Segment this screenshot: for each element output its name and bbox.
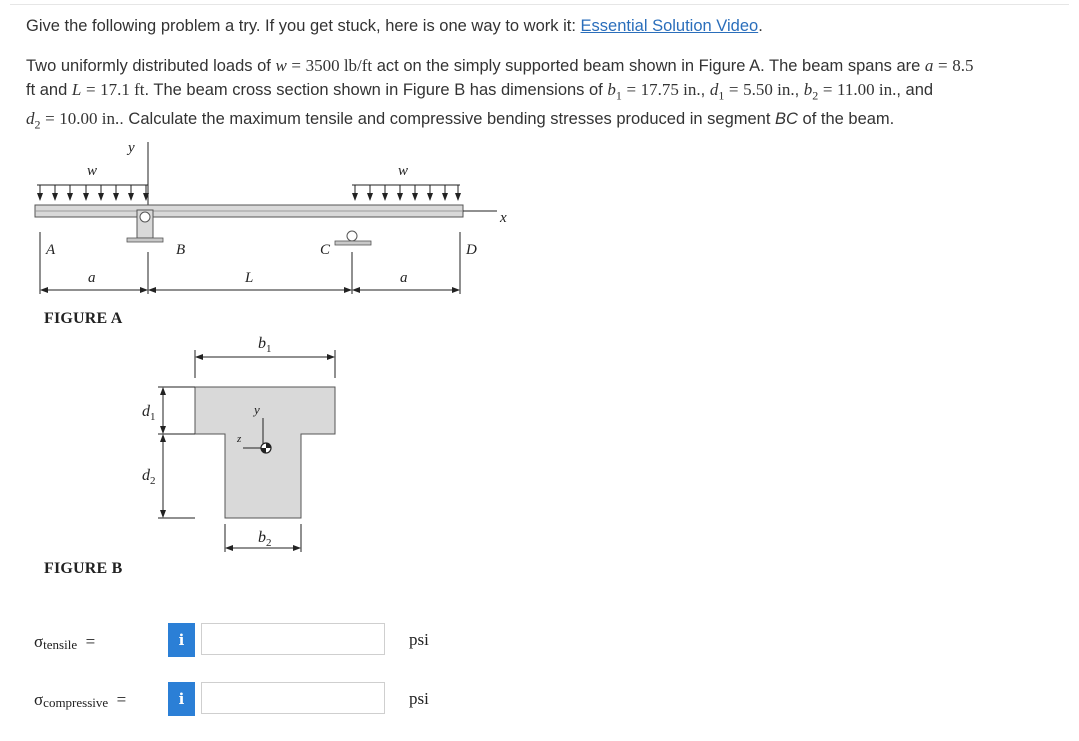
- equals-sign: =: [938, 56, 948, 75]
- span-a-left-label: a: [88, 270, 96, 286]
- value-b2: 11.00 in.: [837, 80, 897, 99]
- dim-b2-label: $b_2$: [258, 529, 272, 549]
- value-d1: 5.50 in.: [743, 80, 795, 99]
- comma: ,: [794, 81, 800, 99]
- dim-b1-label: $b_1$: [258, 335, 272, 355]
- section-z-label: z: [237, 433, 242, 445]
- tensile-subscript: tensile: [43, 637, 78, 652]
- intro-trailing: .: [758, 17, 763, 35]
- sigma-symbol: σ: [34, 632, 44, 651]
- problem-text-1: Two uniformly distributed loads of: [26, 57, 276, 75]
- tensile-info-button[interactable]: i: [168, 623, 195, 657]
- var-b2: b: [803, 80, 813, 99]
- equals-sign: =: [822, 80, 833, 99]
- section-y-label: y: [254, 402, 260, 417]
- sigma-tensile-label: [34, 632, 95, 653]
- equals-sign: =: [85, 80, 96, 99]
- var-L: L: [71, 80, 82, 99]
- sub-d1: 1: [718, 88, 725, 103]
- value-b1: 17.75 in.: [640, 80, 701, 99]
- problem-text-2: act on the simply supported beam shown in Figure A. The beam spans are: [372, 57, 925, 75]
- x-axis-label: x: [500, 210, 507, 226]
- sigma-compressive-label: [34, 690, 126, 711]
- problem-text-4: . Calculate the maximum tensile and compressive bending stresses produced in segment: [119, 110, 776, 129]
- point-d-label: D: [466, 242, 477, 258]
- var-a: a: [924, 56, 934, 75]
- y-axis-label: y: [128, 140, 135, 156]
- sub-b1: 1: [615, 88, 622, 103]
- figure-b-diagram: [0, 330, 560, 560]
- load-w-left-label: w: [87, 163, 98, 179]
- equals-sign: =: [291, 56, 301, 75]
- problem-text-3b: . The beam cross section shown in Figure B has dimensions of: [144, 81, 608, 99]
- span-a-right-label: a: [400, 270, 408, 286]
- compressive-subscript: compressive: [43, 695, 109, 710]
- dim-d1-label: $d_1$: [142, 403, 156, 423]
- compressive-unit: psi: [409, 689, 429, 708]
- and-text: , and: [896, 81, 934, 99]
- value-a: 8.5: [952, 56, 974, 75]
- intro-sentence: Give the following problem a try. If you get stuck, here is one way to work it:: [26, 17, 581, 35]
- equals-sign: =: [116, 690, 127, 709]
- sub-b2: 2: [812, 88, 819, 103]
- var-d1: d: [709, 80, 719, 99]
- var-b1: b: [607, 80, 616, 99]
- equals-sign: =: [728, 80, 739, 99]
- value-L: 17.1 ft: [100, 80, 145, 99]
- span-l-label: L: [245, 270, 254, 286]
- segment-label: BC: [775, 110, 798, 129]
- figure-a-diagram: [0, 130, 560, 310]
- equals-sign: =: [85, 632, 96, 651]
- problem-text-5: of the beam.: [797, 110, 895, 129]
- var-w: w: [275, 56, 287, 75]
- value-w: 3500 lb/ft: [305, 56, 373, 75]
- roller-support-c: [335, 231, 371, 245]
- point-b-label: B: [176, 242, 186, 258]
- compressive-answer-input[interactable]: [201, 682, 385, 714]
- point-c-label: C: [320, 242, 331, 258]
- compressive-info-button[interactable]: i: [168, 682, 195, 716]
- sigma-symbol: σ: [34, 690, 44, 709]
- essential-solution-video-link[interactable]: Essential Solution Video: [580, 17, 759, 35]
- value-d2: 10.00 in.: [59, 109, 120, 129]
- figure-a-title: FIGURE A: [44, 310, 123, 327]
- intro-text: [26, 17, 763, 36]
- distributed-load-left: [37, 185, 148, 200]
- point-a-label: A: [46, 242, 56, 258]
- sub-d2: 2: [34, 117, 41, 132]
- tensile-unit: psi: [409, 630, 429, 649]
- equals-sign: =: [45, 109, 55, 129]
- dim-d2-label: $d_2$: [142, 467, 156, 487]
- var-d2: d: [26, 109, 35, 129]
- comma: ,: [700, 81, 706, 99]
- top-divider: [10, 4, 1069, 5]
- problem-text-3a: ft and: [26, 81, 72, 99]
- figure-b-title: FIGURE B: [44, 560, 123, 577]
- centroid-symbol: [261, 443, 271, 453]
- load-w-right-label: w: [398, 163, 409, 179]
- distributed-load-right: [352, 185, 460, 200]
- tensile-answer-input[interactable]: [201, 623, 385, 655]
- equals-sign: =: [626, 80, 637, 99]
- problem-statement: [26, 54, 1056, 137]
